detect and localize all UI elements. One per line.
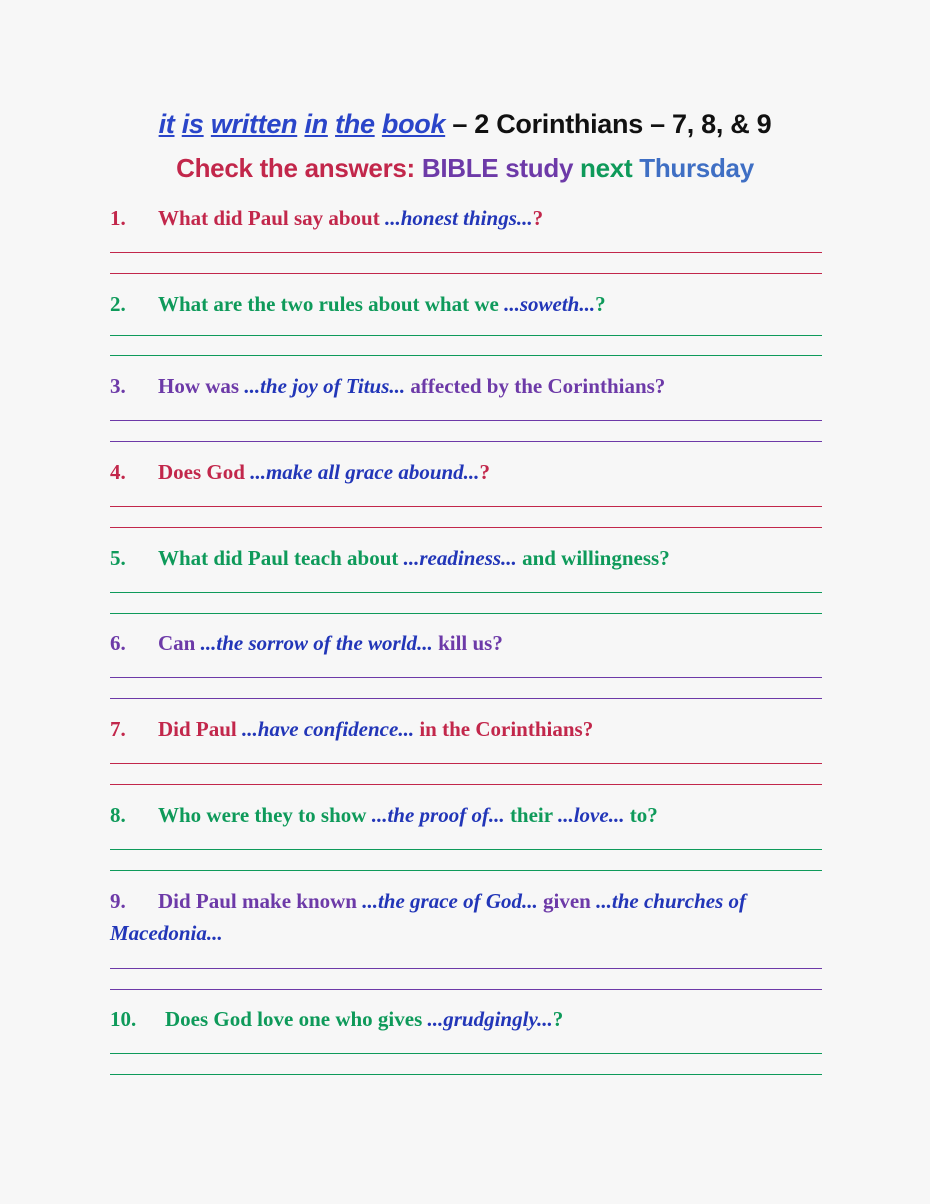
question-number: 8. — [110, 803, 126, 827]
answer-line[interactable] — [110, 335, 822, 336]
question-text: Does God love one who gives — [165, 1007, 428, 1031]
question-text: and willingness? — [516, 546, 670, 570]
scripture-phrase: ...grudgingly... — [427, 1007, 553, 1031]
answer-line[interactable] — [110, 613, 822, 614]
answer-line[interactable] — [110, 870, 822, 871]
question-5 — [110, 542, 822, 574]
title-word: book — [381, 109, 446, 139]
title-word: the — [335, 109, 375, 139]
question-10 — [110, 1003, 822, 1035]
scripture-phrase: ...the proof of... — [371, 803, 505, 827]
answer-line[interactable] — [110, 763, 822, 764]
question-7 — [110, 713, 822, 745]
scripture-phrase: ...have confidence... — [242, 717, 415, 741]
question-text: Did Paul make known — [158, 889, 363, 913]
question-text: What did Paul teach about — [158, 546, 404, 570]
question-number: 4. — [110, 460, 126, 484]
answer-line[interactable] — [110, 527, 822, 528]
scripture-phrase: ...soweth... — [504, 292, 596, 316]
answer-line[interactable] — [110, 420, 822, 421]
answer-line[interactable] — [110, 968, 822, 969]
answer-line[interactable] — [110, 506, 822, 507]
scripture-phrase: ...the grace of God... — [362, 889, 538, 913]
question-text: ? — [532, 206, 544, 230]
answer-line[interactable] — [110, 849, 822, 850]
question-text: their — [504, 803, 558, 827]
title-book-reference: – 2 Corinthians – 7, 8, & 9 — [445, 109, 772, 139]
subtitle-part: BIBLE study — [421, 153, 581, 183]
answer-line[interactable] — [110, 252, 822, 253]
answer-line[interactable] — [110, 592, 822, 593]
question-number: 3. — [110, 374, 126, 398]
title-word: in — [304, 109, 328, 139]
scripture-phrase: ...make all grace abound... — [250, 460, 480, 484]
scripture-phrase: ...the joy of Titus... — [244, 374, 406, 398]
question-number: 2. — [110, 292, 126, 316]
answer-line[interactable] — [110, 1074, 822, 1075]
question-8 — [110, 799, 822, 831]
scripture-phrase: ...honest things... — [384, 206, 533, 230]
worksheet-title — [0, 106, 930, 142]
question-number: 1. — [110, 206, 126, 230]
scripture-phrase: ...love... — [557, 803, 625, 827]
question-text: Who were they to show — [158, 803, 372, 827]
answer-line[interactable] — [110, 273, 822, 274]
question-9 — [110, 885, 822, 949]
question-number: 6. — [110, 631, 126, 655]
question-number: 5. — [110, 546, 126, 570]
question-4 — [110, 456, 822, 488]
worksheet-subtitle — [0, 150, 930, 186]
question-text: Can — [158, 631, 201, 655]
title-word: it — [158, 109, 175, 139]
subtitle-part: next — [580, 153, 640, 183]
scripture-phrase: ...the sorrow of the world... — [200, 631, 433, 655]
question-text: given — [537, 889, 597, 913]
question-text: in the Corinthians? — [414, 717, 594, 741]
question-text: Did Paul — [158, 717, 243, 741]
question-3 — [110, 370, 822, 402]
answer-line[interactable] — [110, 677, 822, 678]
answer-line[interactable] — [110, 1053, 822, 1054]
question-number: 7. — [110, 717, 126, 741]
question-1 — [110, 202, 822, 234]
question-text: to? — [624, 803, 658, 827]
answer-line[interactable] — [110, 355, 822, 356]
title-word: is — [181, 109, 204, 139]
answer-line[interactable] — [110, 441, 822, 442]
question-text: kill us? — [432, 631, 503, 655]
answer-line[interactable] — [110, 698, 822, 699]
question-number: 9. — [110, 889, 126, 913]
question-number: 10. — [110, 1007, 137, 1031]
answer-line[interactable] — [110, 989, 822, 990]
question-text: How was — [158, 374, 245, 398]
answer-line[interactable] — [110, 784, 822, 785]
question-6 — [110, 627, 822, 659]
question-2 — [110, 288, 822, 320]
scripture-phrase: ...readiness... — [403, 546, 517, 570]
subtitle-part: Check the answers: — [176, 153, 422, 183]
title-word: written — [210, 109, 298, 139]
question-text: What are the two rules about what we — [158, 292, 505, 316]
question-text: What did Paul say about — [158, 206, 385, 230]
question-text: affected by the Corinthians? — [405, 374, 666, 398]
question-text: ? — [479, 460, 490, 484]
subtitle-part: Thursday — [639, 153, 754, 183]
question-text: ? — [595, 292, 606, 316]
question-text: ? — [552, 1007, 564, 1031]
scripture-phrase: ...the churches of Macedonia... — [110, 889, 747, 945]
question-text: Does God — [158, 460, 251, 484]
